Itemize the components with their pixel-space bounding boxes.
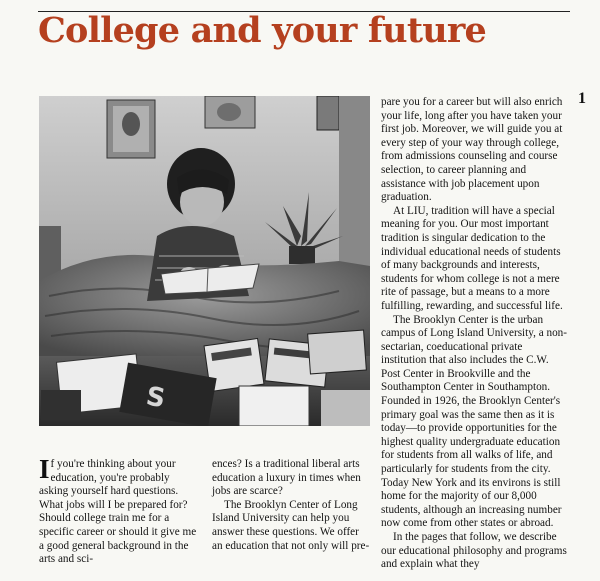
article-paragraph-intro	[39, 454, 197, 567]
article-paragraph: ences? Is a traditional liberal arts education a luxury in times when jobs are scarce?	[212, 458, 361, 498]
article-paragraph: In the pages that follow, we describe our educational philosophy and programs and explain what they	[381, 531, 567, 571]
article-column-middle	[212, 458, 371, 553]
article-paragraph: pare you for a career but will also enrich your life, long after you have taken your first job. Moreover, we will guide you at every step of your way through college, from admissions counseling and course selection, to career planning and assistance with job placement upon graduation.	[381, 96, 563, 204]
article-paragraph: At LIU, tradition will have a special meaning for you. Our most important tradition is singular dedication to the individual educational needs of students of many backgrounds and interests, students for whom college is not a mere rite of passage, but a means to a more fulfilling, rewarding, and successful life.	[381, 204, 563, 312]
article-paragraph: The Brooklyn Center is the urban campus of Long Island University, a non-sectarian, coeducational private institution that also includes the C.W. Post Center in Brookville and the Southampton Center in Southampton. Founded in 1926, the Brooklyn Center's primary goal was the same then as it is today—to provide opportunities for the highest quality undergraduate education for students from all walks of life, and particularly for students from the city. Today New York and its environs is still home for the majority of our 8,000 students, although an increasing number now come from other states or abroad.	[381, 313, 568, 530]
svg-text:S: S	[143, 381, 168, 415]
page-number: 1	[578, 90, 586, 107]
article-paragraph: The Brooklyn Center of Long Island University can help you answer these questions. We offer an education that not only will pre-	[212, 498, 370, 552]
article-column-left	[39, 454, 197, 567]
page-title: College and your future	[38, 10, 486, 51]
intro-text: f you're thinking about your education, you're probably asking yourself hard questions. What jobs will I be prepared for? Should college train me for a specific career or should it give me a good general background in the arts and sci-	[39, 458, 197, 566]
student-reading-photo	[39, 96, 370, 426]
article-column-right	[381, 96, 567, 572]
drop-cap: I	[39, 454, 50, 484]
